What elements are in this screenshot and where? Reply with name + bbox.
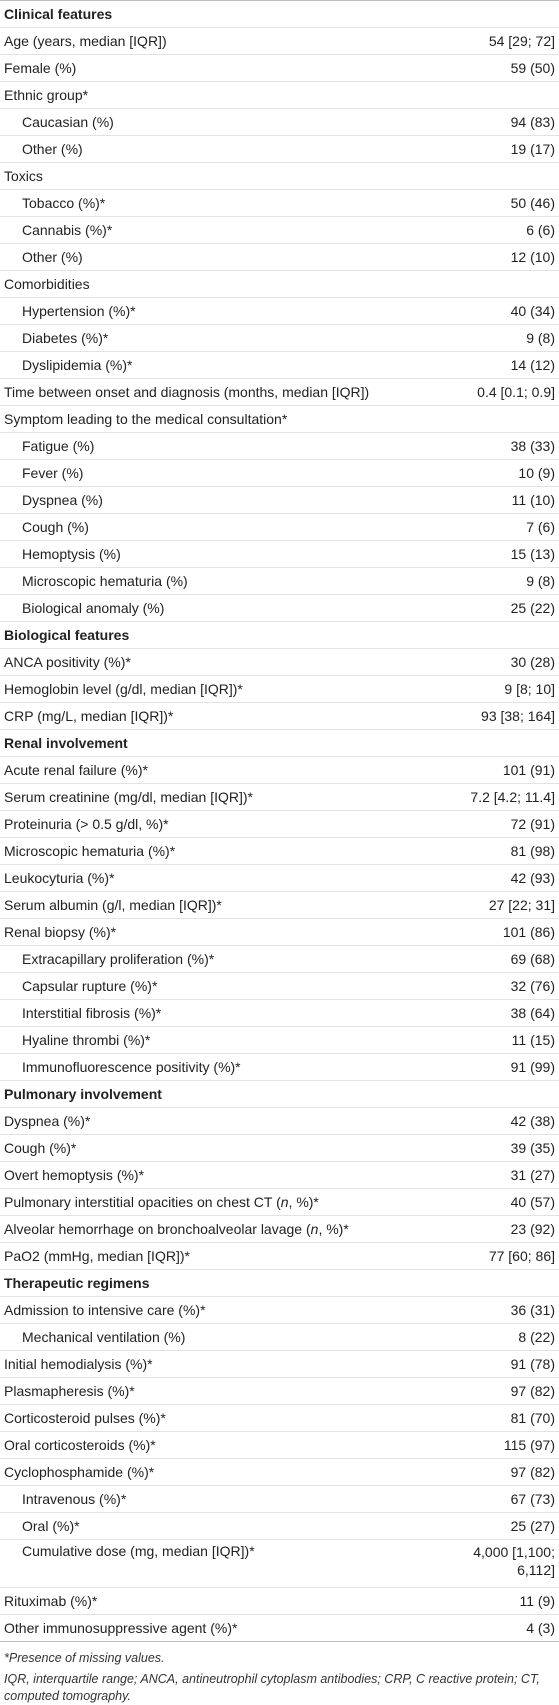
table-row [0, 973, 559, 1000]
row-label: Serum creatinine (mg/dl, median [IQR])* [0, 784, 445, 811]
table-row [0, 244, 559, 271]
row-value: 42 (93) [445, 865, 559, 892]
table-row [0, 55, 559, 82]
section-title: Therapeutic regimens [0, 1270, 445, 1297]
row-value: 23 (92) [445, 1216, 559, 1243]
table-row [0, 1108, 559, 1135]
row-label: Admission to intensive care (%)* [0, 1297, 445, 1324]
row-value [445, 1081, 559, 1108]
row-value: 40 (34) [445, 298, 559, 325]
row-value: 81 (70) [445, 1405, 559, 1432]
table-row [0, 487, 559, 514]
row-label: Hemoptysis (%) [0, 541, 445, 568]
table-row [0, 784, 559, 811]
row-label: Female (%) [0, 55, 445, 82]
row-value: 25 (22) [445, 595, 559, 622]
row-label: Overt hemoptysis (%)* [0, 1162, 445, 1189]
table-row [0, 1540, 559, 1588]
row-label: Other (%) [0, 244, 445, 271]
row-value: 11 (10) [445, 487, 559, 514]
row-value: 7.2 [4.2; 11.4] [445, 784, 559, 811]
table-row [0, 1615, 559, 1642]
row-value: 6 (6) [445, 217, 559, 244]
row-value [445, 730, 559, 757]
table-row [0, 271, 559, 298]
row-value: 27 [22; 31] [445, 892, 559, 919]
section-header-row [0, 730, 559, 757]
row-label: Age (years, median [IQR]) [0, 28, 445, 55]
section-title: Pulmonary involvement [0, 1081, 445, 1108]
table-row [0, 595, 559, 622]
row-value: 9 [8; 10] [445, 676, 559, 703]
row-value: 38 (64) [445, 1000, 559, 1027]
row-label: Leukocyturia (%)* [0, 865, 445, 892]
table-row [0, 649, 559, 676]
table-row [0, 568, 559, 595]
row-value: 115 (97) [445, 1432, 559, 1459]
row-label: Mechanical ventilation (%) [0, 1324, 445, 1351]
table-row [0, 352, 559, 379]
section-title: Biological features [0, 622, 445, 649]
table-row [0, 919, 559, 946]
row-value: 30 (28) [445, 649, 559, 676]
row-label: Plasmapheresis (%)* [0, 1378, 445, 1405]
row-value: 97 (82) [445, 1459, 559, 1486]
row-value: 39 (35) [445, 1135, 559, 1162]
table-row [0, 1027, 559, 1054]
row-value [445, 1270, 559, 1297]
row-label: Rituximab (%)* [0, 1588, 445, 1615]
table-row [0, 865, 559, 892]
row-value: 72 (91) [445, 811, 559, 838]
row-value: 7 (6) [445, 514, 559, 541]
footnote-missing: *Presence of missing values. [4, 1651, 165, 1665]
table-row [0, 1324, 559, 1351]
table-row [0, 676, 559, 703]
row-label: Ethnic group* [0, 82, 445, 109]
section-header-row [0, 622, 559, 649]
table-row [0, 892, 559, 919]
row-value: 11 (9) [445, 1588, 559, 1615]
table-row [0, 1486, 559, 1513]
table-row [0, 163, 559, 190]
row-label: Tobacco (%)* [0, 190, 445, 217]
row-value: 38 (33) [445, 433, 559, 460]
row-value: 97 (82) [445, 1378, 559, 1405]
table-row [0, 946, 559, 973]
row-label: Dyspnea (%) [0, 487, 445, 514]
table-row [0, 1297, 559, 1324]
row-label: Immunofluorescence positivity (%)* [0, 1054, 445, 1081]
table-row [0, 514, 559, 541]
row-label: Cough (%)* [0, 1135, 445, 1162]
row-label: Cumulative dose (mg, median [IQR])* [0, 1540, 445, 1588]
row-label: Dyslipidemia (%)* [0, 352, 445, 379]
table-row [0, 109, 559, 136]
table-row [0, 1432, 559, 1459]
row-value [445, 163, 559, 190]
row-label: Time between onset and diagnosis (months, median [IQR]) [0, 379, 445, 406]
table-row [0, 1162, 559, 1189]
row-value: 50 (46) [445, 190, 559, 217]
row-label: Microscopic hematuria (%)* [0, 838, 445, 865]
row-value [445, 622, 559, 649]
section-header-row [0, 1081, 559, 1108]
row-label: Dyspnea (%)* [0, 1108, 445, 1135]
table-row [0, 703, 559, 730]
table-row [0, 1054, 559, 1081]
row-label: Interstitial fibrosis (%)* [0, 1000, 445, 1027]
row-label: Oral (%)* [0, 1513, 445, 1540]
row-value: 81 (98) [445, 838, 559, 865]
row-label: Oral corticosteroids (%)* [0, 1432, 445, 1459]
table-body [0, 1, 559, 1642]
row-label: Extracapillary proliferation (%)* [0, 946, 445, 973]
row-label: Hemoglobin level (g/dl, median [IQR])* [0, 676, 445, 703]
row-value: 8 (22) [445, 1324, 559, 1351]
row-value: 12 (10) [445, 244, 559, 271]
row-value: 15 (13) [445, 541, 559, 568]
row-label: Fever (%) [0, 460, 445, 487]
row-value: 36 (31) [445, 1297, 559, 1324]
table-row [0, 757, 559, 784]
row-value: 91 (78) [445, 1351, 559, 1378]
row-value: 101 (91) [445, 757, 559, 784]
table-row [0, 1243, 559, 1270]
row-value: 67 (73) [445, 1486, 559, 1513]
row-label: Fatigue (%) [0, 433, 445, 460]
row-label: ANCA positivity (%)* [0, 649, 445, 676]
table-row [0, 460, 559, 487]
table-row [0, 541, 559, 568]
table-row [0, 379, 559, 406]
row-value: 91 (99) [445, 1054, 559, 1081]
row-value: 42 (38) [445, 1108, 559, 1135]
row-value: 54 [29; 72] [445, 28, 559, 55]
row-value [445, 271, 559, 298]
row-label: Hyaline thrombi (%)* [0, 1027, 445, 1054]
row-label: Cough (%) [0, 514, 445, 541]
row-label: Pulmonary interstitial opacities on chest CT (n, %)* [0, 1189, 445, 1216]
table-row [0, 1588, 559, 1615]
table-row [0, 82, 559, 109]
row-label: Cannabis (%)* [0, 217, 445, 244]
table-row [0, 217, 559, 244]
row-label: Capsular rupture (%)* [0, 973, 445, 1000]
table-row [0, 838, 559, 865]
table-footnotes [0, 1642, 559, 1705]
row-value: 19 (17) [445, 136, 559, 163]
row-label: Biological anomaly (%) [0, 595, 445, 622]
row-label: Intravenous (%)* [0, 1486, 445, 1513]
row-label: Initial hemodialysis (%)* [0, 1351, 445, 1378]
table-row [0, 1000, 559, 1027]
row-value [445, 406, 559, 433]
row-label: Cyclophosphamide (%)* [0, 1459, 445, 1486]
row-label: Comorbidities [0, 271, 445, 298]
row-label: Symptom leading to the medical consultation* [0, 406, 445, 433]
row-value: 93 [38; 164] [445, 703, 559, 730]
row-value: 14 (12) [445, 352, 559, 379]
table-row [0, 298, 559, 325]
row-label: Proteinuria (> 0.5 g/dl, %)* [0, 811, 445, 838]
table-row [0, 811, 559, 838]
row-value: 10 (9) [445, 460, 559, 487]
table-row [0, 1216, 559, 1243]
row-label: Other (%) [0, 136, 445, 163]
footnote-abbreviations: IQR, interquartile range; ANCA, antineutrophil cytoplasm antibodies; CRP, C reactive protein; CT, computed tomography. [4, 1672, 540, 1703]
row-value: 59 (50) [445, 55, 559, 82]
section-title: Clinical features [0, 1, 445, 28]
row-value: 9 (8) [445, 568, 559, 595]
row-label: Toxics [0, 163, 445, 190]
row-label: Acute renal failure (%)* [0, 757, 445, 784]
table-row [0, 1459, 559, 1486]
row-value: 4 (3) [445, 1615, 559, 1642]
row-label: Hypertension (%)* [0, 298, 445, 325]
row-value [445, 1, 559, 28]
row-label: Diabetes (%)* [0, 325, 445, 352]
row-value: 101 (86) [445, 919, 559, 946]
row-label: CRP (mg/L, median [IQR])* [0, 703, 445, 730]
section-header-row [0, 1, 559, 28]
table-row [0, 1513, 559, 1540]
row-label: Caucasian (%) [0, 109, 445, 136]
row-value: 4,000 [1,100; 6,112] [445, 1540, 559, 1588]
row-label: Alveolar hemorrhage on bronchoalveolar lavage (n, %)* [0, 1216, 445, 1243]
row-value: 25 (27) [445, 1513, 559, 1540]
row-value [445, 82, 559, 109]
row-value: 11 (15) [445, 1027, 559, 1054]
row-label: Serum albumin (g/l, median [IQR])* [0, 892, 445, 919]
table-row [0, 1189, 559, 1216]
row-value: 31 (27) [445, 1162, 559, 1189]
row-label: Other immunosuppressive agent (%)* [0, 1615, 445, 1642]
row-value: 40 (57) [445, 1189, 559, 1216]
row-value: 0.4 [0.1; 0.9] [445, 379, 559, 406]
table-row [0, 406, 559, 433]
row-label: Renal biopsy (%)* [0, 919, 445, 946]
table-row [0, 1378, 559, 1405]
row-value: 94 (83) [445, 109, 559, 136]
table-row [0, 325, 559, 352]
row-label: PaO2 (mmHg, median [IQR])* [0, 1243, 445, 1270]
row-label: Corticosteroid pulses (%)* [0, 1405, 445, 1432]
row-value: 77 [60; 86] [445, 1243, 559, 1270]
table-row [0, 433, 559, 460]
table-row [0, 136, 559, 163]
row-label: Microscopic hematuria (%) [0, 568, 445, 595]
table-row [0, 1351, 559, 1378]
table-row [0, 1135, 559, 1162]
table-row [0, 190, 559, 217]
row-value: 69 (68) [445, 946, 559, 973]
table-row [0, 1405, 559, 1432]
section-header-row [0, 1270, 559, 1297]
section-title: Renal involvement [0, 730, 445, 757]
row-value: 9 (8) [445, 325, 559, 352]
row-value: 32 (76) [445, 973, 559, 1000]
table-row [0, 28, 559, 55]
